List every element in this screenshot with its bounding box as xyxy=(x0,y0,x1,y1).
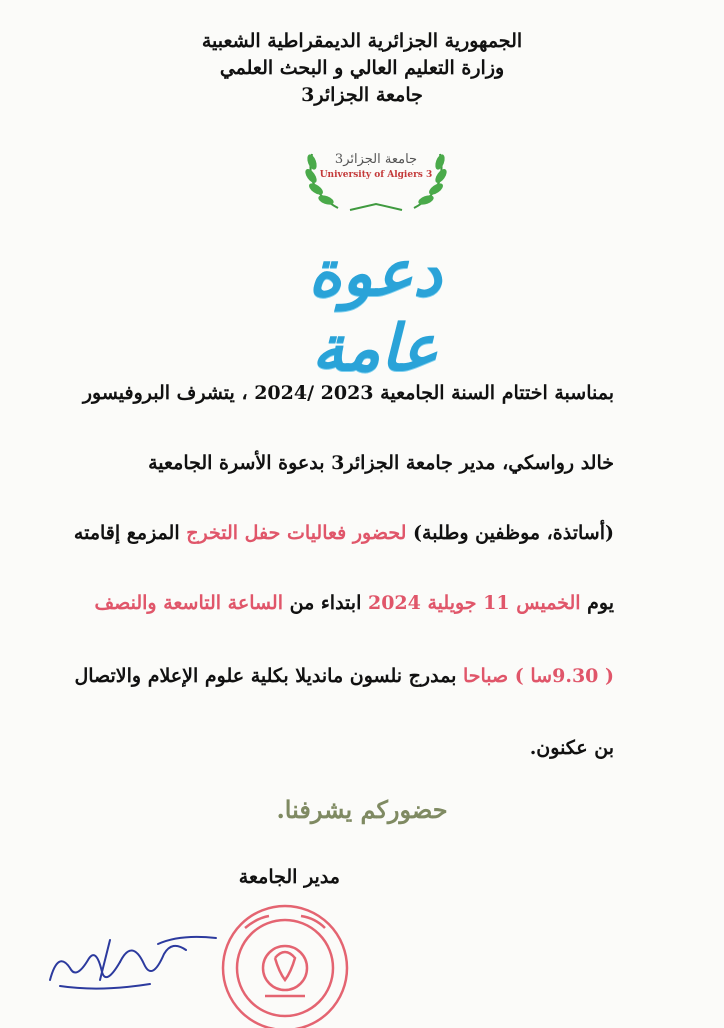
body-line-4 xyxy=(54,592,614,614)
letterhead xyxy=(0,28,724,109)
event-time-words: الساعة التاسعة والنصف xyxy=(94,592,283,614)
logo-arabic-name: جامعة الجزائر3 xyxy=(334,152,418,167)
handwritten-signature-icon xyxy=(40,920,230,1000)
body-line-1: بمناسبة اختتام السنة الجامعية 2023 /2024 ، يتشرف البروفيسور xyxy=(82,382,614,404)
event-venue: بمدرج نلسون مانديلا بكلية علوم الإعلام والاتصال xyxy=(74,665,463,687)
closing-phrase: حضوركم يشرفنا. xyxy=(276,795,448,824)
body-line-3 xyxy=(54,522,614,544)
event-name: لحضور فعاليات حفل التخرج xyxy=(186,522,407,544)
logo-english-name: University of Algiers 3 xyxy=(319,170,433,180)
event-date: الخميس 11 جويلية 2024 xyxy=(367,592,581,614)
signatory-title: مدير الجامعة xyxy=(238,866,340,888)
planned-text: المزمع إقامته xyxy=(73,522,187,544)
starting-from: ابتداء من xyxy=(283,592,368,614)
day-prefix: يوم xyxy=(580,592,614,614)
event-time-numeric: ( 9.30سا ) صباحا xyxy=(462,665,614,687)
ministry-name: وزارة التعليم العالي و البحث العلمي xyxy=(219,57,505,79)
university-logo xyxy=(298,140,454,216)
body-line-6: بن عكنون. xyxy=(529,737,614,759)
republic-name: الجمهورية الجزائرية الديمقراطية الشعبية xyxy=(201,30,523,52)
body-line-5 xyxy=(54,665,614,687)
attendees-text: (أساتذة، موظفين وطلبة) xyxy=(406,522,614,544)
university-name: جامعة الجزائر3 xyxy=(301,84,423,106)
body-line-2: خالد رواسكي، مدير جامعة الجزائر3 بدعوة الأسرة الجامعية xyxy=(148,452,614,474)
invitation-title: دعوة عامة xyxy=(308,236,442,386)
